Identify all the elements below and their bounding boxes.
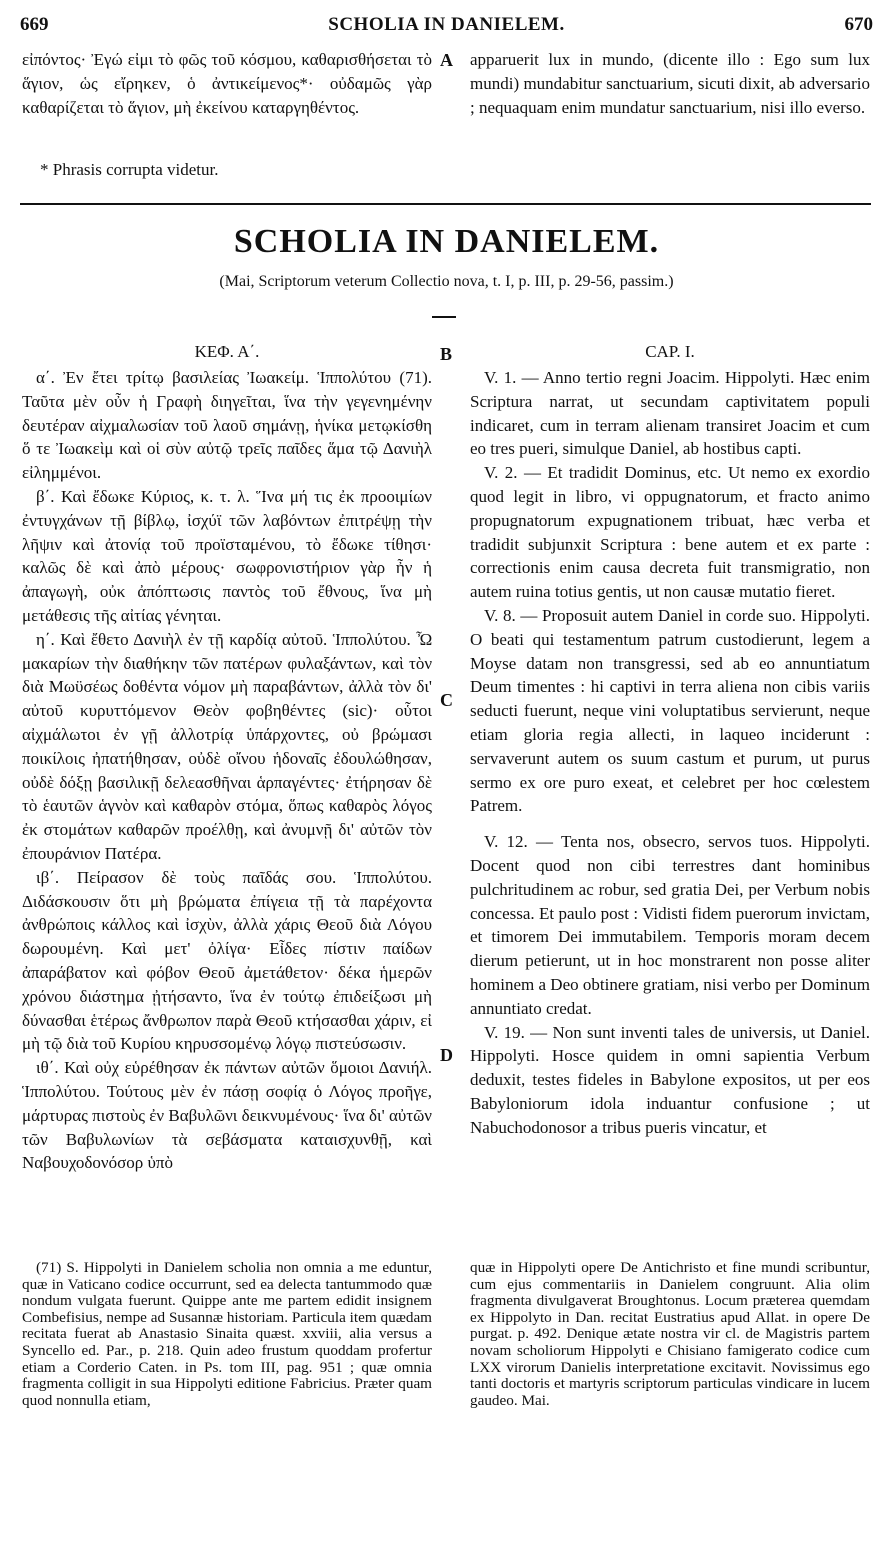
latin-paragraph: V. 12. — Tenta nos, obsecro, servos tuos. Hippolyti. Docent quod non cibi terrestres dant hominibus pulchritudinem ac robur, sed gratia Dei, per Verbum nobis concessa. Et paulo post : Vidisti fidem puerorum invictam, et timorem Dei immutabilem. Temporis moram decem dierum petierunt, ut in hoc monstrarent non posse aliter hominem a Deo obtinere gratiam, nisi verbo per Dominum annuntiato credat. xyxy=(470,832,870,1018)
greek-paragraph: α΄. Ἐν ἔτει τρίτῳ βασιλείας Ἰωακείμ. Ἱππολύτου (71). Ταῦτα μὲν οὖν ἡ Γραφὴ διηγεῖται, ἵνα τὴν γεγενημένην δευτέραν αἰχμαλωσίαν τοῦ λαοῦ σημάνῃ, ἡνίκα μετῳκίσθη ὅ τε Ἰωακεὶμ καὶ οἱ σὺν αὐτῷ τρεῖς παῖδες ἅμα τῷ Δανιὴλ εἰλημμένοι. xyxy=(22,368,432,483)
margin-letter-c: C xyxy=(440,690,453,710)
page-number-right: 670 xyxy=(844,14,873,35)
footnote-text: quæ in Hippolyti opere De Antichristo et fine mundi scribuntur, cum ejus commentariis in Danielem congruunt. Alia olim fragmenta divulgaverat Broughtonus. Locum præterea quemdam ex Hippolyto in Dan. recitat Eustratius apud Allat. in opere De purgat. p. 492. Denique ætate nostra vir cl. de Magistris partem novam scholiorum Hippolyti e Chisiano famigerato codice cum LXX virorum Danielis interpretatione excitavit. Novissimus ego tanti doctoris et martyris scriptorum particulas vindicare in lucem gaudeo. Mai. xyxy=(470,1259,870,1409)
latin-paragraph: V. 2. — Et tradidit Dominus, etc. Ut nemo ex exordio quod legit in libro, vi oppugnatorum, et fracto animo propugnatorum expugnationem tribuat, hæc verba et tradidit subjunxit Scriptura : bene autem et ex parte : correctionis enim causa decreta fuit transmigratio, non autem ruina totius gentis, ut non causæ mutatio fieret. xyxy=(470,463,870,602)
footnote-left xyxy=(22,1260,432,1409)
greek-paragraph: η΄. Καὶ ἔθετο Δανιὴλ ἐν τῇ καρδίᾳ αὐτοῦ. Ἱππολύτου. Ὦ μακαρίων τὴν διαθήκην τῶν πατέρων φυλαξάντων, καὶ τὸν διὰ Μωϋσέως δοθέντα νόμον μὴ παραβάντων, ἀλλὰ τὸν δι' αὐτοῦ κυρυττόμενον Θεὸν φοβηθέντες (sic)· οὗτοι αἰχμάλωτοι ἐν γῇ ἀλλοτρίᾳ ὑπάρχοντες, οὐ βρώμασι ποικίλοις ἠπατήθησαν, οὐδὲ οἴνου ἡδοναῖς ἐδουλώθησαν, οὐδὲ δόξῃ βασιλικῇ δελεασθῆναι ἁρπαγέντες· ἐτήρησαν δὲ τὸ ἑαυτῶν ἁγνὸν καὶ καθαρὸν στόμα, ὅπως καθαρὸς λόγος ἐκ στομάτων καθαρῶν προέλθῃ, καὶ ἀνυμνῇ δι' αὐτῶν τὸν ἐπουράνιον Πατέρα. xyxy=(22,629,432,863)
source-line: (Mai, Scriptorum veterum Collectio nova, t. I, p. III, p. 29-56, passim.) xyxy=(219,273,674,290)
running-title: SCHOLIA IN DANIELEM. xyxy=(328,14,565,35)
margin-letter-d: D xyxy=(440,1045,453,1065)
title-dash xyxy=(432,316,456,318)
footnote-text: (71) S. Hippolyti in Danielem scholia non omnia a me eduntur, quæ in Vaticano codice occurrunt, sed ea delecta tantummodo quæ nondum vulgata fuerunt. Quippe ante me partem edidit insignem Combefisius, nempe ad Susannæ historiam. Particula item quædam recitata fuerat ab Anastasio Sinaita quæst. xxviii, alia versus a Syncello ed. Par., p. 218. Quin adeo frustum quoddam profertur etiam a Corderio Caten. in Ps. tom III, pag. 951 ; quæ omnia fragmenta colligit in sua Hippolyti editione Fabricius. Præter quam quod nonnulla etiam, xyxy=(22,1259,432,1409)
footnote-right xyxy=(470,1260,870,1409)
top-greek-paragraph: εἰπόντος· Ἐγώ εἰμι τὸ φῶς τοῦ κόσμου, καθαρισθήσεται τὸ ἅγιον, ὡς εἴρηκεν, ὁ ἀντικείμενος*· οὐδαμῶς γὰρ καθαρίζεται τὸ ἅγιον, μὴ ἐκείνου καταργηθέντος. xyxy=(22,50,432,117)
latin-paragraph: V. 19. — Non sunt inventi tales de universis, ut Daniel. Hippolyti. Hosce quidem in omni sapientia Verbum deduxit, testes fideles in Babylone expositos, ut per eos Babyloniorum idola induantur confusione ; ut Nabuchodonosor a tribus pueris vincatur, et xyxy=(470,1022,870,1137)
top-latin-paragraph: apparuerit lux in mundo, (dicente illo : Ego sum lux mundi) mundabitur sanctuarium, sicuti dixit, ab adversario ; nequaquam enim mundatur sanctuarium, nisi illo everso. xyxy=(470,50,870,117)
margin-letter-b: B xyxy=(440,344,453,364)
top-latin-text xyxy=(470,48,870,119)
main-title: SCHOLIA IN DANIELEM. xyxy=(233,223,660,260)
greek-paragraph: ιβ΄. Πείρασον δὲ τοὺς παῖδάς σου. Ἱππολύτου. Διδάσκουσιν ὅτι μὴ βρώματα ἐπίγεια τῇ τὰ παρέχοντα ἀνθρώποις κάλλος καὶ ἰσχὺν, ἀλλὰ χάρις Θεοῦ διὰ Λόγου δωρουμένη. Καὶ μετ' ὀλίγα· Εἶδες πίστιν παίδων ἀπαράβατον καὶ φόβον Θεοῦ ἀμετάθετον· δέκα ἡμερῶν χρόνου διάστημα ᾐτήσαντο, ἵνα ἐν τούτῳ ἐπιδείξωσι μὴ δύνασθαι ἑτέρως ἄνθρωπον παρὰ Θεοῦ κτήσασθαι χάριν, εἰ μὴ τῷ διὰ τοῦ Κυρίου κηρυσσομένῳ λόγῳ πιστεύσωσιν. xyxy=(22,867,432,1054)
running-head xyxy=(20,14,873,38)
latin-column xyxy=(470,366,870,1140)
top-greek-text xyxy=(22,48,432,119)
greek-paragraph: ιθ΄. Καὶ οὐχ εὑρέθησαν ἐκ πάντων αὐτῶν ὅμοιοι Δανιήλ. Ἱππολύτου. Τούτους μὲν ἐν πάσῃ σοφίᾳ ὁ Λόγος προῆγε, μάρτυρας πιστοὺς ἐν Βαβυλῶνι δεικνυμένους· ἵνα δι' αὐτῶν τῶν Βαβυλωνίων τὰ σεβάσματα καταισχυνθῇ, καὶ Ναβουχοδονόσορ ὑπὸ xyxy=(22,1058,432,1173)
top-footnote: * Phrasis corrupta videtur. xyxy=(40,160,219,179)
chapter-latin: CAP. I. xyxy=(645,342,695,361)
page-number-left: 669 xyxy=(20,14,49,35)
margin-letter-a: A xyxy=(440,50,453,70)
greek-paragraph: β΄. Καὶ ἔδωκε Κύριος, κ. τ. λ. Ἵνα μή τις ἐκ προοιμίων ἐντυγχάνων τῇ βίβλῳ, ἰσχύϊ τῶν λαβόντων ἐπιτρέψῃ τὴν λῆψιν καὶ ἀτονίᾳ τοῦ προϊσταμένου, τὸ ἔδωκε τίθησι· καλῶς δὲ καὶ ἀπὸ μέρους· σωφρονιστήριον γὰρ ἦν ἡ ἀπαγωγὴ, οὐκ ἀπόπτωσις παντὸς τοῦ ἔθνους, ἵνα μὴ μετάθεσις τῆς αἰτίας γένηται. xyxy=(22,486,432,625)
latin-paragraph: V. 1. — Anno tertio regni Joacim. Hippolyti. Hæc enim Scriptura narrat, ut secundam captivitatem populi indicaret, cum in terram alienam transiret Joacim et cum eo tres pueri, simulque Daniel, ab hostibus capti. xyxy=(470,368,870,459)
greek-column xyxy=(22,366,432,1175)
chapter-greek: ΚΕΦ. Α΄. xyxy=(194,342,260,361)
latin-paragraph: V. 8. — Proposuit autem Daniel in corde suo. Hippolyti. O beati qui testamentum patrum custodierunt, legem a Moyse datam non transgressi, sed ab eo annuntiatum Deum timentes : hi captivi in terra aliena non cibis variis seducti fuerunt, neque vini voluptatibus servierunt, neque etiam gloria regia allecti, in laqueo inciderunt : servaverunt autem os suum castum et purum, ut purus sermo ex ore puro exeat, et celebret per hoc cœlestem Patrem. xyxy=(470,605,870,816)
section-divider xyxy=(20,203,871,205)
